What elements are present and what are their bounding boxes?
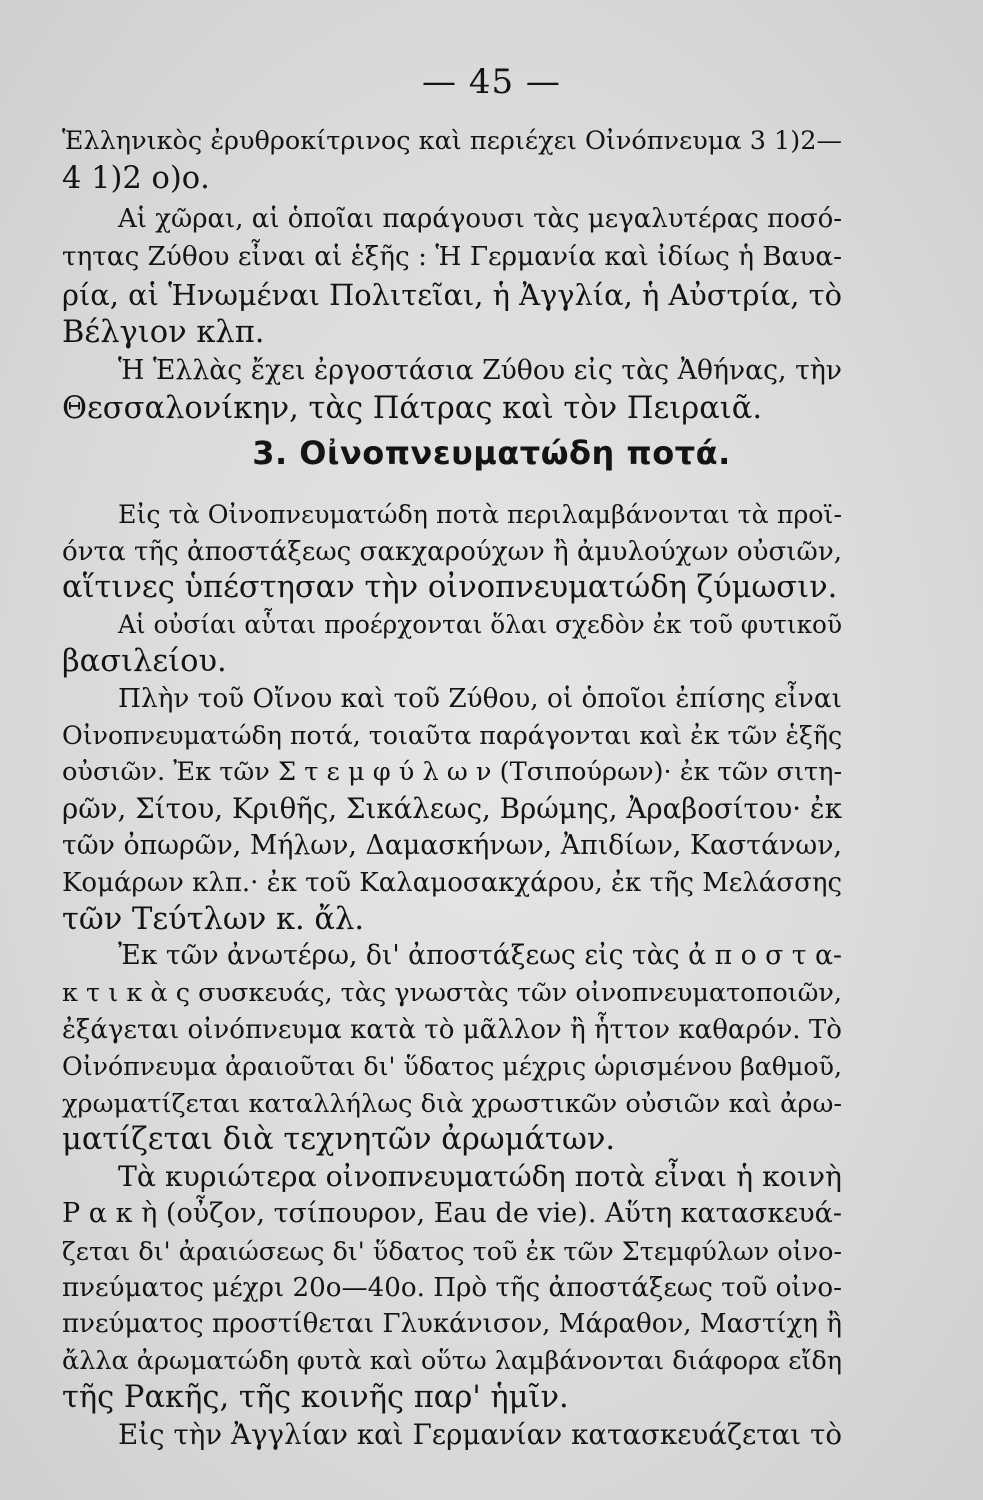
- text-line: ἄλλα ἀρωματώδη φυτὰ καὶ οὕτω λαμβάνονται διάφορα εἴδη: [62, 1346, 842, 1376]
- text-line: ρῶν, Σίτου, Κριθῆς, Σικάλεως, Βρώμης, Ἀραβοσίτου· ἐκ: [62, 792, 842, 825]
- text-line: Αἱ οὐσίαι αὗται προέρχονται ὅλαι σχεδὸν ἐκ τοῦ φυτικοῦ: [118, 610, 842, 639]
- text-line: ρία, αἱ Ἡνωμέναι Πολιτεῖαι, ἡ Ἀγγλία, ἡ Αὐστρία, τὸ: [62, 278, 842, 312]
- text-line: Κομάρων κλπ.· ἐκ τοῦ Καλαμοσακχάρου, ἐκ τῆς Μελάσσης: [62, 868, 842, 898]
- text-line: Ἡ Ἑλλὰς ἔχει ἐργοστάσια Ζύθου εἰς τὰς Ἀθήνας, τὴν: [118, 355, 842, 386]
- text-line: οὐσιῶν. Ἐκ τῶν Σ τ ε μ φ ύ λ ω ν (Τσιπούρων)· ἐκ τῶν σιτη-: [62, 757, 843, 787]
- text-line: πνεύματος προστίθεται Γλυκάνισον, Μάραθον, Μαστίχη ἢ: [62, 1309, 842, 1339]
- text-line: Ρ α κ ὴ (οὖζον, τσίπουρον, Eau de vie). Αὕτη κατασκευά-: [62, 1198, 842, 1229]
- text-line: βασιλείου.: [62, 644, 227, 679]
- text-line: πνεύματος μέχρι 20ο—40ο. Πρὸ τῆς ἀποστάξεως τοῦ οἰνο-: [62, 1273, 842, 1303]
- text-line: όντα τῆς ἀποστάξεως σακχαρούχων ἢ ἀμυλούχων οὐσιῶν,: [62, 537, 842, 567]
- text-line: Οἰνόπνευμα ἀραιοῦται δι' ὕδατος μέχρις ὡρισμένου βαθμοῦ,: [62, 1052, 842, 1081]
- text-line: αἵτινες ὑπέστησαν τὴν οἰνοπνευματώδη ζύμωσιν.: [62, 570, 838, 605]
- text-line: ἐξάγεται οἰνόπνευμα κατὰ τὸ μᾶλλον ἢ ἧττον καθαρόν. Τὸ: [62, 1015, 842, 1045]
- text-line: χρωματίζεται καταλλήλως διὰ χρωστικῶν οὐσιῶν καὶ ἀρω-: [62, 1089, 842, 1119]
- text-line: Βέλγιον κλπ.: [62, 315, 265, 350]
- text-line: τῶν Τεύτλων κ. ἄλ.: [62, 902, 365, 937]
- text-line: Ἐκ τῶν ἀνωτέρω, δι' ἀποστάξεως εἰς τὰς ἀ π ο σ τ α-: [118, 940, 843, 971]
- text-line: τῶν ὀπωρῶν, Μήλων, Δαμασκήνων, Ἀπιδίων, Καστάνων,: [62, 830, 842, 861]
- text-line: ζεται δι' ἀραιώσεως δι' ὕδατος τοῦ ἐκ τῶν Στεμφύλων οἰνο-: [62, 1236, 842, 1266]
- section-heading: 3. Οἰνοπνευματώδη ποτά.: [252, 434, 731, 472]
- text-line: Τὰ κυριώτερα οἰνοπνευματώδη ποτὰ εἶναι ἡ κοινὴ: [118, 1160, 842, 1193]
- text-line: τητας Ζύθου εἶναι αἱ ἑξῆς : Ἡ Γερμανία καὶ ἰδίως ἡ Βαυα-: [62, 242, 842, 272]
- text-line: Θεσσαλονίκην, τὰς Πάτρας καὶ τὸν Πειραιᾶ.: [62, 391, 763, 426]
- text-line: Ἑλληνικὸς ἐρυθροκίτρινος καὶ περιέχει Οἰνόπνευμα 3 1)2—: [62, 126, 842, 156]
- text-line: Πλὴν τοῦ Οἴνου καὶ τοῦ Ζύθου, οἱ ὁποῖοι ἐπίσης εἶναι: [118, 684, 842, 714]
- text-line: Οἰνοπνευματώδη ποτά, τοιαῦτα παράγονται καὶ ἐκ τῶν ἑξῆς: [62, 721, 843, 750]
- text-line: Αἱ χῶραι, αἱ ὁποῖαι παράγουσι τὰς μεγαλυτέρας ποσό-: [118, 204, 843, 234]
- text-line: κ τ ι κ ὰ ς συσκευάς, τὰς γνωστὰς τῶν οἰνοπνευματοποιῶν,: [62, 978, 842, 1008]
- page-number: — 45 —: [422, 62, 561, 102]
- text-line: ματίζεται διὰ τεχνητῶν ἀρωμάτων.: [62, 1122, 616, 1157]
- text-line: τῆς Ρακῆς, τῆς κοινῆς παρ' ἡμῖν.: [62, 1380, 569, 1415]
- text-line: Εἰς τὰ Οἰνοπνευματώδη ποτὰ περιλαμβάνονται τὰ προϊ-: [118, 500, 842, 529]
- text-line: 4 1)2 ο)ο.: [62, 161, 210, 196]
- text-line: Εἰς τὴν Ἀγγλίαν καὶ Γερμανίαν κατασκευάζεται τὸ: [118, 1418, 842, 1451]
